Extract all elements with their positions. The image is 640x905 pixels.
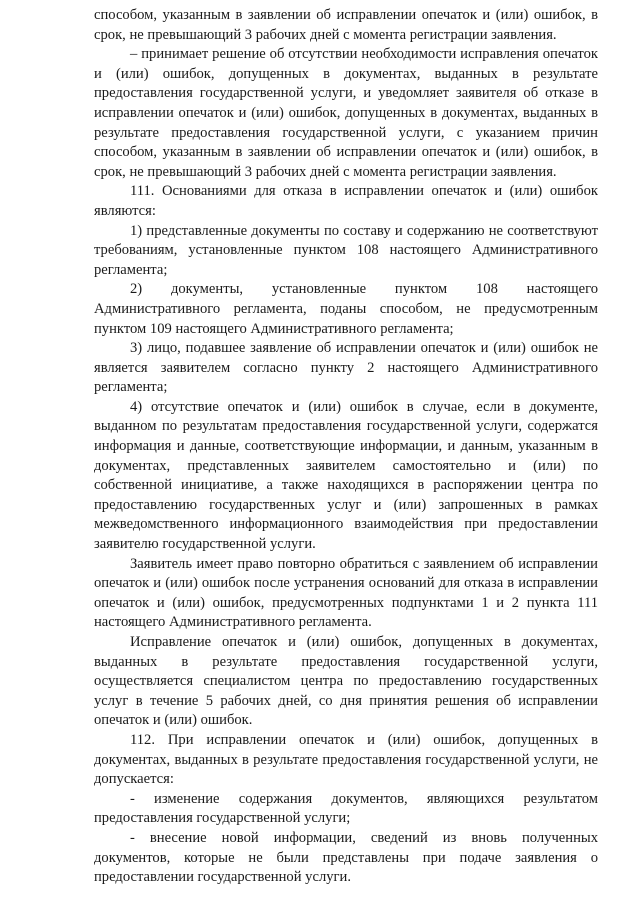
list-item-not-allowed-1: - изменение содержания документов, являющихся результатом предоставления государственной услуги;	[94, 790, 598, 827]
paragraph-112-not-allowed: 112. При исправлении опечаток и (или) ошибок, допущенных в документах, выданных в результате предоставления государственной услуги, не допускается:	[94, 731, 598, 788]
list-item-ground-1: 1) представленные документы по составу и содержанию не соответствуют требованиям, установленные пунктом 108 настоящего Административного регламента;	[94, 222, 598, 278]
paragraph-111-grounds: 111. Основаниями для отказа в исправлении опечаток и (или) ошибок являются:	[94, 183, 598, 219]
list-item-ground-2: 2) документы, установленные пунктом 108 настоящего Административного регламента, поданы способом, не предусмотренным пунктом 109 настоящего Административного регламента;	[94, 281, 598, 337]
document-body	[94, 6, 598, 888]
list-item-not-allowed-2: - внесение новой информации, сведений из вновь полученных документов, которые не были представлены при подаче заявления о предоставлении государственной услуги.	[94, 829, 598, 886]
paragraph-refusal-decision: – принимает решение об отсутствии необходимости исправления опечаток и (или) ошибок, допущенных в документах, выданных в результате предоставления государственной услуги, и уведомляет заявителя об отказе в исправлении опечаток и (или) ошибок, допущенных в документах, выданных в результате предоставления государственной услуги, с указанием причин способом, указанным в заявлении об исправлении опечаток и (или) ошибок, в срок, не превышающий 3 рабочих дней с момента регистрации заявления.	[94, 46, 598, 180]
paragraph-correction-term: Исправление опечаток и (или) ошибок, допущенных в документах, выданных в результате предоставления государственной услуги, осуществляется специалистом центра по предоставлению государственных услуг в течение 5 рабочих дней, со дня принятия решения об исправлении опечаток и (или) ошибок.	[94, 634, 598, 729]
list-item-ground-3: 3) лицо, подавшее заявление об исправлении опечаток и (или) ошибок не является заявителем согласно пункту 2 настоящего Административного регламента;	[94, 340, 598, 396]
list-item-ground-4: 4) отсутствие опечаток и (или) ошибок в случае, если в документе, выданном по результатам предоставления государственной услуги, содержатся информация и данные, соответствующие информации, и данным, указанным в документах, представленных заявителем самостоятельно и (или) по собственной инициативе, а также находящихся в распоряжении центра по предоставлению государственных услуг и (или) запрошенных в рамках межведомственного информационного взаимодействия при предоставлении заявителю государственной услуги.	[94, 398, 598, 553]
paragraph-deadline-continuation: способом, указанным в заявлении об исправлении опечаток и (или) ошибок, в срок, не превышающий 3 рабочих дней с момента регистрации заявления.	[94, 7, 598, 43]
paragraph-reapply-right: Заявитель имеет право повторно обратиться с заявлением об исправлении опечаток и (или) ошибок после устранения оснований для отказа в исправлении опечаток и (или) ошибок, предусмотренных подпунктами 1 и 2 пункта 111 настоящего Административного регламента.	[94, 555, 598, 631]
